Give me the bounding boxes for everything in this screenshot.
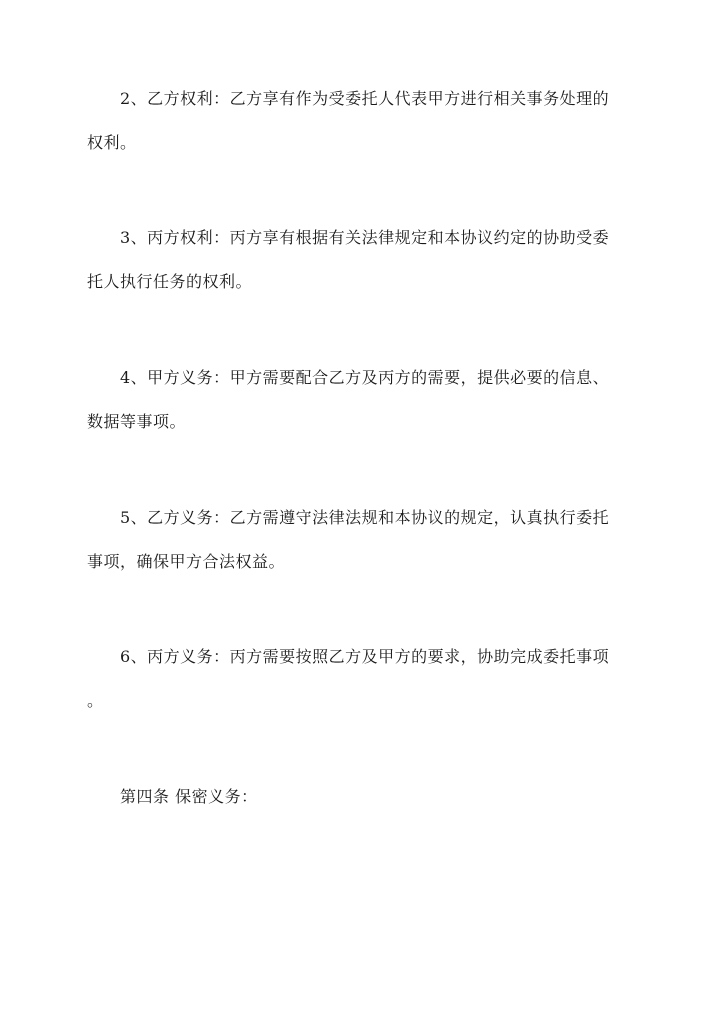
paragraph-line: 3、丙方权利：丙方享有根据有关法律规定和本协议约定的协助受委 — [120, 228, 610, 247]
paragraph-party-b-rights — [87, 77, 627, 165]
section-heading: 第四条 保密义务： — [120, 787, 258, 806]
paragraph-party-c-obligations — [87, 635, 627, 723]
paragraph-line: 托人执行任务的权利。 — [87, 272, 253, 291]
paragraph-line: 权利。 — [87, 133, 137, 152]
paragraph-party-b-obligations — [87, 496, 627, 584]
paragraph-line: 4、甲方义务：甲方需要配合乙方及丙方的需要，提供必要的信息、 — [120, 368, 610, 387]
paragraph-line: 事项，确保甲方合法权益。 — [87, 552, 286, 571]
paragraph-line: 2、乙方权利：乙方享有作为受委托人代表甲方进行相关事务处理的 — [120, 89, 610, 108]
section-heading-confidentiality — [87, 775, 627, 819]
paragraph-party-c-rights — [87, 216, 627, 304]
paragraph-line: 6、丙方义务：丙方需要按照乙方及甲方的要求，协助完成委托事项 — [120, 647, 610, 666]
paragraph-line: 5、乙方义务：乙方需遵守法律法规和本协议的规定，认真执行委托 — [120, 508, 610, 527]
paragraph-line: 。 — [87, 691, 104, 710]
paragraph-line: 数据等事项。 — [87, 412, 187, 431]
paragraph-party-a-obligations — [87, 356, 627, 444]
